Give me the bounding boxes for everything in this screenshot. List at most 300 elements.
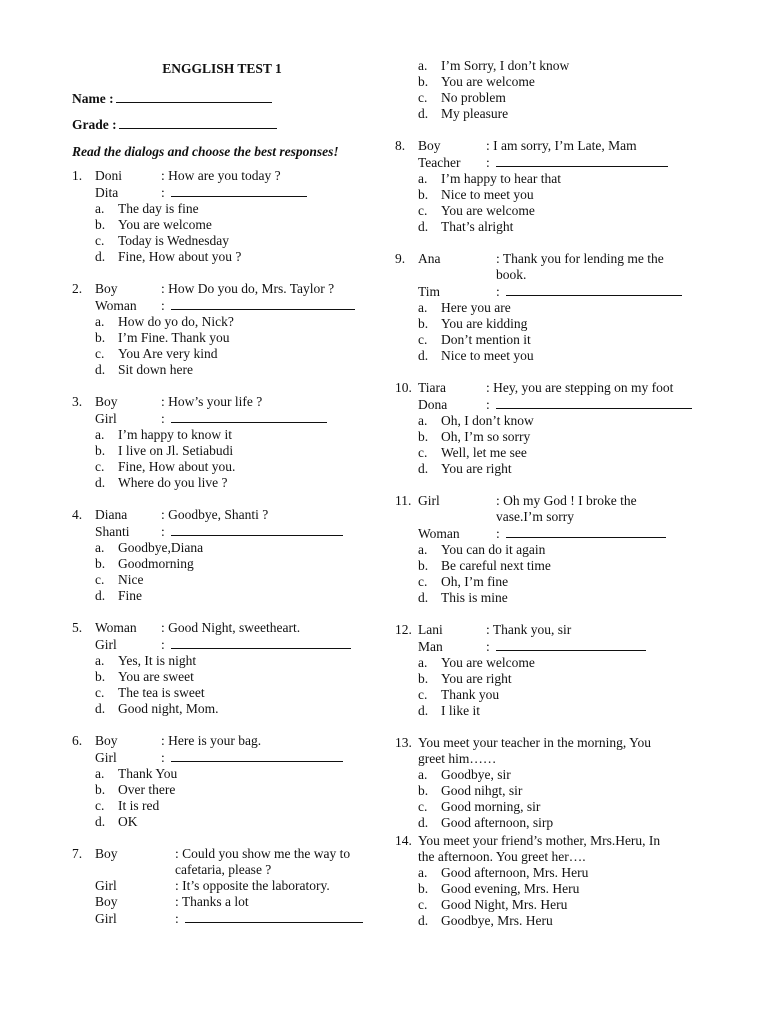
speaker-name: Girl bbox=[418, 493, 440, 508]
option-letter: c. bbox=[95, 572, 105, 587]
option-text: Sit down here bbox=[118, 362, 193, 377]
answer-option[interactable] bbox=[72, 540, 372, 556]
dialog-line bbox=[395, 493, 715, 509]
question-text bbox=[395, 833, 715, 849]
answer-blank[interactable] bbox=[171, 297, 355, 310]
dialog-line-continued bbox=[72, 862, 372, 878]
option-letter: d. bbox=[95, 362, 106, 377]
answer-blank[interactable] bbox=[496, 396, 692, 409]
dialog-line bbox=[72, 636, 372, 653]
option-letter: a. bbox=[95, 427, 105, 442]
option-letter: a. bbox=[418, 655, 428, 670]
option-letter: a. bbox=[418, 171, 428, 186]
speaker-name: Boy bbox=[95, 733, 118, 748]
option-text: I’m Fine. Thank you bbox=[118, 330, 230, 345]
answer-option[interactable] bbox=[395, 687, 715, 703]
answer-option[interactable] bbox=[395, 316, 715, 332]
speaker-name: Girl bbox=[95, 911, 117, 926]
option-letter: a. bbox=[418, 767, 428, 782]
question-text bbox=[395, 849, 715, 865]
option-text: You are right bbox=[441, 671, 512, 686]
option-letter: a. bbox=[418, 865, 428, 880]
option-text: You are welcome bbox=[118, 217, 212, 232]
answer-option[interactable] bbox=[72, 362, 372, 378]
option-text: Nice to meet you bbox=[441, 187, 534, 202]
question-q2 bbox=[72, 281, 372, 378]
speaker-name: Tim bbox=[418, 284, 441, 299]
speaker-name: Woman bbox=[95, 620, 137, 635]
dialog-text: book. bbox=[496, 267, 527, 282]
dialog-line bbox=[72, 168, 372, 184]
option-letter: b. bbox=[95, 443, 106, 458]
option-letter: a. bbox=[418, 58, 428, 73]
option-letter: b. bbox=[418, 783, 429, 798]
option-letter: d. bbox=[418, 703, 429, 718]
question-text bbox=[395, 735, 715, 751]
answer-option[interactable] bbox=[72, 556, 372, 572]
option-text: Goodbye, Mrs. Heru bbox=[441, 913, 553, 928]
question-q7 bbox=[72, 846, 372, 927]
dialog-text: : bbox=[161, 637, 165, 652]
dialog-line bbox=[72, 894, 372, 910]
dialog-text: : Oh my God ! I broke the bbox=[496, 493, 637, 508]
answer-option[interactable] bbox=[72, 459, 372, 475]
dialog-text: : bbox=[161, 185, 165, 200]
dialog-line bbox=[395, 154, 715, 171]
speaker-name: Boy bbox=[418, 138, 441, 153]
option-letter: b. bbox=[418, 429, 429, 444]
option-letter: d. bbox=[418, 348, 429, 363]
question-q12 bbox=[395, 622, 715, 719]
answer-option[interactable] bbox=[395, 348, 715, 364]
option-text: Goodbye,Diana bbox=[118, 540, 204, 555]
answer-option[interactable] bbox=[72, 798, 372, 814]
dialog-text: vase.I’m sorry bbox=[496, 509, 574, 524]
question-q10 bbox=[395, 380, 715, 477]
answer-option[interactable] bbox=[395, 558, 715, 574]
option-letter: c. bbox=[95, 798, 105, 813]
option-text: Good evening, Mrs. Heru bbox=[441, 881, 580, 896]
speaker-name: Girl bbox=[95, 637, 117, 652]
dialog-text: : Good Night, sweetheart. bbox=[161, 620, 301, 635]
instruction: Read the dialogs and choose the best responses! bbox=[72, 144, 339, 159]
speaker-name: Teacher bbox=[418, 155, 461, 170]
left-column bbox=[72, 56, 372, 943]
answer-option[interactable] bbox=[395, 106, 715, 122]
answer-option[interactable] bbox=[395, 58, 715, 74]
option-text: This is mine bbox=[441, 590, 508, 605]
speaker-name: Diana bbox=[95, 507, 128, 522]
option-text: I’m happy to know it bbox=[118, 427, 232, 442]
dialog-line bbox=[72, 281, 372, 297]
answer-option[interactable] bbox=[395, 897, 715, 913]
option-letter: c. bbox=[418, 687, 428, 702]
question-text bbox=[395, 751, 715, 767]
speaker-name: Dita bbox=[95, 185, 119, 200]
option-letter: a. bbox=[95, 201, 105, 216]
dialog-line-continued bbox=[395, 267, 715, 283]
name-blank[interactable] bbox=[116, 88, 272, 103]
answer-option[interactable] bbox=[395, 187, 715, 203]
option-letter: d. bbox=[95, 249, 106, 264]
dialog-line bbox=[72, 749, 372, 766]
option-text: No problem bbox=[441, 90, 506, 105]
speaker-name: Shanti bbox=[95, 524, 130, 539]
dialog-text: : How Do you do, Mrs. Taylor ? bbox=[161, 281, 335, 296]
option-letter: c. bbox=[418, 90, 428, 105]
answer-blank[interactable] bbox=[496, 154, 668, 167]
answer-option[interactable] bbox=[72, 814, 372, 830]
answer-option[interactable] bbox=[72, 249, 372, 265]
speaker-name: Woman bbox=[418, 526, 460, 541]
answer-blank[interactable] bbox=[506, 283, 682, 296]
answer-blank[interactable] bbox=[171, 523, 343, 536]
answer-option[interactable] bbox=[395, 767, 715, 783]
option-letter: b. bbox=[418, 881, 429, 896]
answer-option[interactable] bbox=[395, 703, 715, 719]
dialog-text: : I am sorry, I’m Late, Mam bbox=[486, 138, 637, 153]
answer-blank[interactable] bbox=[506, 525, 666, 538]
speaker-name: Man bbox=[418, 639, 443, 654]
option-letter: b. bbox=[418, 187, 429, 202]
answer-option[interactable] bbox=[395, 574, 715, 590]
option-letter: a. bbox=[95, 766, 105, 781]
answer-option[interactable] bbox=[395, 881, 715, 897]
option-letter: a. bbox=[418, 413, 428, 428]
speaker-name: Girl bbox=[95, 411, 117, 426]
option-text: Be careful next time bbox=[441, 558, 551, 573]
answer-option[interactable] bbox=[395, 445, 715, 461]
option-text: You Are very kind bbox=[118, 346, 218, 361]
question-text-line: You meet your friend’s mother, Mrs.Heru, In bbox=[418, 833, 661, 848]
option-text: You are welcome bbox=[441, 203, 535, 218]
answer-blank[interactable] bbox=[185, 910, 363, 923]
option-text: Good afternoon, Mrs. Heru bbox=[441, 865, 589, 880]
dialog-line bbox=[72, 878, 372, 894]
option-text: Where do you live ? bbox=[118, 475, 228, 490]
option-letter: b. bbox=[418, 671, 429, 686]
answer-blank[interactable] bbox=[171, 184, 307, 197]
question-number: 6. bbox=[72, 733, 83, 748]
question-q13 bbox=[395, 735, 715, 831]
option-letter: c. bbox=[418, 897, 428, 912]
option-text: Fine, How about you. bbox=[118, 459, 236, 474]
answer-option[interactable] bbox=[395, 429, 715, 445]
option-letter: a. bbox=[418, 542, 428, 557]
option-text: Thank you bbox=[441, 687, 500, 702]
option-letter: b. bbox=[95, 556, 106, 571]
answer-option[interactable] bbox=[395, 171, 715, 187]
option-letter: b. bbox=[95, 217, 106, 232]
option-letter: d. bbox=[418, 590, 429, 605]
answer-option[interactable] bbox=[395, 542, 715, 558]
answer-option[interactable] bbox=[395, 203, 715, 219]
option-letter: d. bbox=[418, 106, 429, 121]
grade-blank[interactable] bbox=[119, 114, 277, 129]
dialog-text: : bbox=[175, 911, 179, 926]
dialog-line bbox=[72, 620, 372, 636]
option-text: I’m Sorry, I don’t know bbox=[441, 58, 570, 73]
answer-option[interactable] bbox=[395, 219, 715, 235]
answer-option[interactable] bbox=[395, 74, 715, 90]
question-q9 bbox=[395, 251, 715, 364]
question-number: 8. bbox=[395, 138, 406, 153]
answer-option[interactable] bbox=[72, 475, 372, 491]
option-text: I’m happy to hear that bbox=[441, 171, 561, 186]
grade-label: Grade : bbox=[72, 117, 117, 132]
option-letter: c. bbox=[95, 685, 105, 700]
option-text: Goodmorning bbox=[118, 556, 194, 571]
question-number: 10. bbox=[395, 380, 412, 395]
answer-option[interactable] bbox=[72, 427, 372, 443]
speaker-name: Lani bbox=[418, 622, 443, 637]
dialog-line bbox=[395, 138, 715, 154]
option-text: That’s alright bbox=[441, 219, 514, 234]
answer-option[interactable] bbox=[395, 413, 715, 429]
question-text-line: greet him…… bbox=[418, 751, 497, 766]
answer-option[interactable] bbox=[395, 332, 715, 348]
dialog-text: : Could you show me the way to bbox=[175, 846, 351, 861]
option-text: Good Night, Mrs. Heru bbox=[441, 897, 568, 912]
dialog-text: : bbox=[161, 411, 165, 426]
dialog-text: cafetaria, please ? bbox=[175, 862, 272, 877]
dialog-text: : Goodbye, Shanti ? bbox=[161, 507, 269, 522]
right-column bbox=[395, 58, 715, 945]
answer-option[interactable] bbox=[395, 799, 715, 815]
option-text: Over there bbox=[118, 782, 176, 797]
speaker-name: Boy bbox=[95, 894, 118, 909]
dialog-line bbox=[395, 622, 715, 638]
option-letter: c. bbox=[95, 346, 105, 361]
dialog-line bbox=[395, 251, 715, 267]
question-q5 bbox=[72, 620, 372, 717]
option-text: Don’t mention it bbox=[441, 332, 531, 347]
answer-blank[interactable] bbox=[171, 749, 343, 762]
answer-option[interactable] bbox=[72, 314, 372, 330]
option-letter: b. bbox=[418, 316, 429, 331]
answer-option[interactable] bbox=[72, 330, 372, 346]
option-text: Oh, I’m fine bbox=[441, 574, 509, 589]
answer-option[interactable] bbox=[72, 233, 372, 249]
option-letter: c. bbox=[418, 799, 428, 814]
option-letter: c. bbox=[418, 203, 428, 218]
option-text: How do yo do, Nick? bbox=[118, 314, 234, 329]
speaker-name: Girl bbox=[95, 878, 117, 893]
question-number: 3. bbox=[72, 394, 83, 409]
question-text-line: You meet your teacher in the morning, You bbox=[418, 735, 651, 750]
option-text: Nice bbox=[118, 572, 144, 587]
question-number: 2. bbox=[72, 281, 83, 296]
speaker-name: Ana bbox=[418, 251, 441, 266]
question-number: 14. bbox=[395, 833, 412, 848]
option-text: You can do it again bbox=[441, 542, 546, 557]
answer-option[interactable] bbox=[72, 572, 372, 588]
dialog-text: : Here is your bag. bbox=[161, 733, 262, 748]
option-text: My pleasure bbox=[441, 106, 509, 121]
dialog-line-continued bbox=[395, 509, 715, 525]
dialog-text: : Thank you for lending me the bbox=[496, 251, 664, 266]
option-letter: d. bbox=[95, 475, 106, 490]
option-text: You are welcome bbox=[441, 655, 535, 670]
answer-option[interactable] bbox=[395, 913, 715, 929]
dialog-text: : bbox=[496, 284, 500, 299]
option-letter: c. bbox=[418, 574, 428, 589]
dialog-line bbox=[72, 846, 372, 862]
option-text: Here you are bbox=[441, 300, 511, 315]
option-letter: b. bbox=[95, 330, 106, 345]
question-q11 bbox=[395, 493, 715, 606]
dialog-text: : How’s your life ? bbox=[161, 394, 263, 409]
option-letter: c. bbox=[418, 332, 428, 347]
option-letter: c. bbox=[418, 445, 428, 460]
dialog-line bbox=[72, 733, 372, 749]
option-text: Thank You bbox=[118, 766, 178, 781]
answer-option[interactable] bbox=[72, 669, 372, 685]
answer-option[interactable] bbox=[395, 461, 715, 477]
answer-option[interactable] bbox=[395, 865, 715, 881]
answer-option[interactable] bbox=[72, 685, 372, 701]
answer-option[interactable] bbox=[72, 346, 372, 362]
answer-option[interactable] bbox=[395, 590, 715, 606]
option-text: I live on Jl. Setiabudi bbox=[118, 443, 234, 458]
option-text: Fine bbox=[118, 588, 143, 603]
dialog-line bbox=[72, 394, 372, 410]
option-text: Oh, I’m so sorry bbox=[441, 429, 531, 444]
dialog-text: : Hey, you are stepping on my foot bbox=[486, 380, 674, 395]
question-number: 11. bbox=[395, 493, 412, 508]
option-letter: b. bbox=[418, 74, 429, 89]
option-letter: a. bbox=[95, 314, 105, 329]
option-text: I like it bbox=[441, 703, 480, 718]
name-field bbox=[72, 86, 372, 112]
answer-option[interactable] bbox=[395, 671, 715, 687]
dialog-line bbox=[395, 380, 715, 396]
q7-options bbox=[395, 58, 715, 122]
option-text: You are welcome bbox=[441, 74, 535, 89]
answer-option[interactable] bbox=[72, 201, 372, 217]
answer-option[interactable] bbox=[72, 766, 372, 782]
option-text: The tea is sweet bbox=[118, 685, 205, 700]
question-number: 7. bbox=[72, 846, 83, 861]
option-text: The day is fine bbox=[118, 201, 199, 216]
dialog-text: : How are you today ? bbox=[161, 168, 281, 183]
dialog-line bbox=[72, 410, 372, 427]
option-letter: d. bbox=[418, 461, 429, 476]
option-text: Good nihgt, sir bbox=[441, 783, 523, 798]
dialog-line bbox=[72, 297, 372, 314]
option-letter: c. bbox=[95, 459, 105, 474]
option-text: Good morning, sir bbox=[441, 799, 541, 814]
dialog-text: : bbox=[486, 397, 490, 412]
option-letter: a. bbox=[95, 540, 105, 555]
option-letter: d. bbox=[95, 588, 106, 603]
dialog-line bbox=[72, 910, 372, 927]
name-label: Name : bbox=[72, 91, 114, 106]
option-letter: b. bbox=[95, 782, 106, 797]
answer-option[interactable] bbox=[72, 217, 372, 233]
answer-option[interactable] bbox=[395, 300, 715, 316]
answer-blank[interactable] bbox=[171, 636, 351, 649]
question-q3 bbox=[72, 394, 372, 491]
dialog-line bbox=[72, 507, 372, 523]
option-text: OK bbox=[118, 814, 138, 829]
option-letter: a. bbox=[95, 653, 105, 668]
option-text: Fine, How about you ? bbox=[118, 249, 242, 264]
answer-option[interactable] bbox=[395, 783, 715, 799]
option-letter: d. bbox=[95, 701, 106, 716]
dialog-line bbox=[395, 283, 715, 300]
answer-option[interactable] bbox=[72, 782, 372, 798]
option-text: Yes, It is night bbox=[118, 653, 197, 668]
speaker-name: Dona bbox=[418, 397, 448, 412]
dialog-line bbox=[395, 525, 715, 542]
option-letter: d. bbox=[418, 815, 429, 830]
answer-option[interactable] bbox=[72, 588, 372, 604]
option-letter: a. bbox=[418, 300, 428, 315]
option-text: Nice to meet you bbox=[441, 348, 534, 363]
option-letter: d. bbox=[95, 814, 106, 829]
option-letter: d. bbox=[418, 219, 429, 234]
option-text: Goodbye, sir bbox=[441, 767, 511, 782]
dialog-text: : Thanks a lot bbox=[175, 894, 249, 909]
option-text: Oh, I don’t know bbox=[441, 413, 534, 428]
dialog-text: : bbox=[496, 526, 500, 541]
question-q4 bbox=[72, 507, 372, 604]
option-letter: c. bbox=[95, 233, 105, 248]
dialog-text: : Thank you, sir bbox=[486, 622, 572, 637]
answer-option[interactable] bbox=[395, 815, 715, 831]
dialog-text: : bbox=[161, 298, 165, 313]
answer-option[interactable] bbox=[395, 655, 715, 671]
speaker-name: Boy bbox=[95, 394, 118, 409]
page-title: ENGGLISH TEST 1 bbox=[162, 61, 282, 76]
option-letter: b. bbox=[95, 669, 106, 684]
dialog-line bbox=[395, 396, 715, 413]
answer-option[interactable] bbox=[72, 653, 372, 669]
answer-blank[interactable] bbox=[171, 410, 327, 423]
option-text: You are kidding bbox=[441, 316, 528, 331]
question-q14 bbox=[395, 833, 715, 929]
answer-option[interactable] bbox=[395, 90, 715, 106]
question-number: 5. bbox=[72, 620, 83, 635]
option-text: Well, let me see bbox=[441, 445, 527, 460]
question-number: 4. bbox=[72, 507, 83, 522]
grade-field bbox=[72, 112, 372, 138]
answer-option[interactable] bbox=[72, 701, 372, 717]
dialog-text: : bbox=[161, 750, 165, 765]
dialog-text: : bbox=[486, 639, 490, 654]
option-text: You are sweet bbox=[118, 669, 194, 684]
question-number: 13. bbox=[395, 735, 412, 750]
question-number: 9. bbox=[395, 251, 406, 266]
speaker-name: Boy bbox=[95, 846, 118, 861]
dialog-text: : bbox=[161, 524, 165, 539]
speaker-name: Woman bbox=[95, 298, 137, 313]
option-text: It is red bbox=[118, 798, 160, 813]
option-text: Good night, Mom. bbox=[118, 701, 219, 716]
speaker-name: Doni bbox=[95, 168, 122, 183]
dialog-line bbox=[72, 184, 372, 201]
question-number: 1. bbox=[72, 168, 83, 183]
option-letter: b. bbox=[418, 558, 429, 573]
speaker-name: Girl bbox=[95, 750, 117, 765]
question-number: 12. bbox=[395, 622, 412, 637]
dialog-line bbox=[395, 638, 715, 655]
answer-option[interactable] bbox=[72, 443, 372, 459]
speaker-name: Tiara bbox=[418, 380, 447, 395]
option-text: Good afternoon, sirp bbox=[441, 815, 554, 830]
answer-blank[interactable] bbox=[496, 638, 646, 651]
